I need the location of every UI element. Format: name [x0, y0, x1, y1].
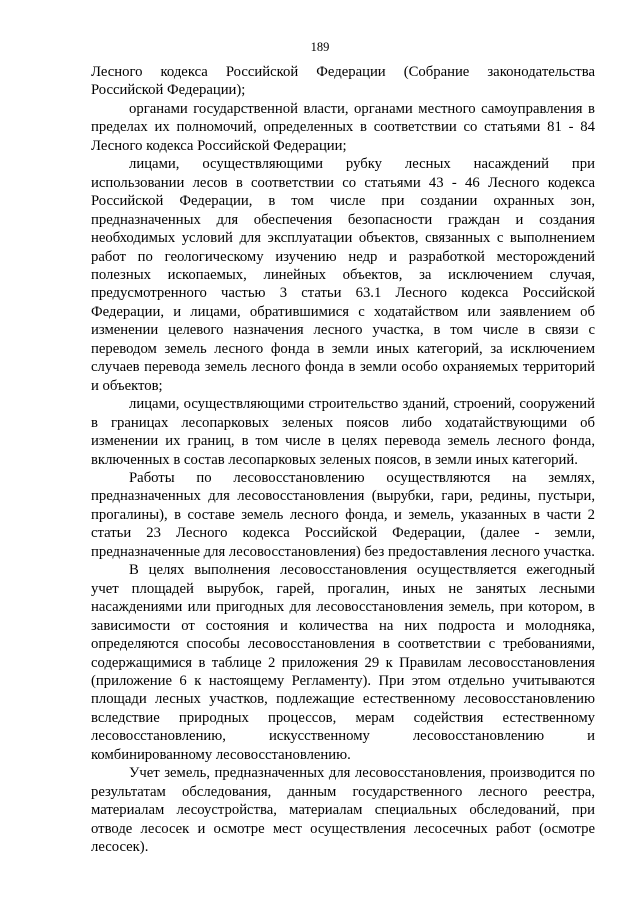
paragraph-6: В целях выполнения лесовосстановления осуществляется ежегодный учет площадей вырубок, гарей, прогалин, иных не занятых лесными насаждениями или пригодных для лесовосстановления земель, при котором, в зависимости от состояния и количества на них подроста и молодняка, определяются способы лесовосстановления в соответствии с требованиями, содержащимися в таблице 2 приложения 29 к Правилам лесовосстановления (приложение 6 к настоящему Регламенту). При этом отдельно учитываются площади лесных участков, подлежащие естественному лесовосстановлению вследствие природных процессов, мерам содействия естественному лесовосстановлению, искусственному лесовосстановлению и комбинированному лесовосстановлению.: [91, 562, 595, 763]
document-body: [91, 63, 595, 856]
paragraph-3: лицами, осуществляющими рубку лесных насаждений при использовании лесов в соответствии со статьями 43 - 46 Лесного кодекса Российской Федерации, в том числе при создании охранных зон, предназначенных для обеспечения безопасности граждан и создания необходимых условий для эксплуатации объектов, связанных с выполнением работ по геологическому изучению недр и разработкой месторождений полезных ископаемых, линейных объектов, за исключением случая, предусмотренного частью 3 статьи 63.1 Лесного кодекса Российской Федерации, и лицами, обратившимися с ходатайством или заявлением об изменении целевого назначения лесного участка, в том числе в связи с переводом земель лесного фонда в земли иных категорий, за исключением случаев перевода земель лесного фонда в земли особо охраняемых территорий и объектов;: [91, 156, 595, 394]
paragraph-1: Лесного кодекса Российской Федерации (Собрание законодательства Российской Федерации);: [91, 64, 595, 99]
page-number: 189: [310, 40, 330, 54]
paragraph-4: лицами, осуществляющими строительство зданий, строений, сооружений в границах лесопарковых зеленых поясов либо ходатайствующими об изменении их границ, в том числе в целях перевода земель лесного фонда, включенных в состав лесопарковых зеленых поясов, в земли иных категорий.: [91, 396, 595, 468]
paragraph-2: органами государственной власти, органами местного самоуправления в пределах их полномочий, определенных в соответствии со статьями 81 - 84 Лесного кодекса Российской Федерации;: [91, 100, 595, 154]
paragraph-5: Работы по лесовосстановлению осуществляются на землях, предназначенных для лесовосстановления (вырубки, гари, редины, пустыри, прогалины), в составе земель лесного фонда, и земель, указанных в части 2 статьи 23 Лесного кодекса Российской Федерации, (далее - земли, предназначенные для лесовосстановления) без предоставления лесного участка.: [91, 469, 595, 560]
paragraph-7: Учет земель, предназначенных для лесовосстановления, производится по результатам обследования, данным государственного лесного реестра, материалам лесоустройства, материалам специальных обследований, при отводе лесосек и осмотре мест осуществления лесосечных работ (осмотре лесосек).: [91, 765, 595, 856]
